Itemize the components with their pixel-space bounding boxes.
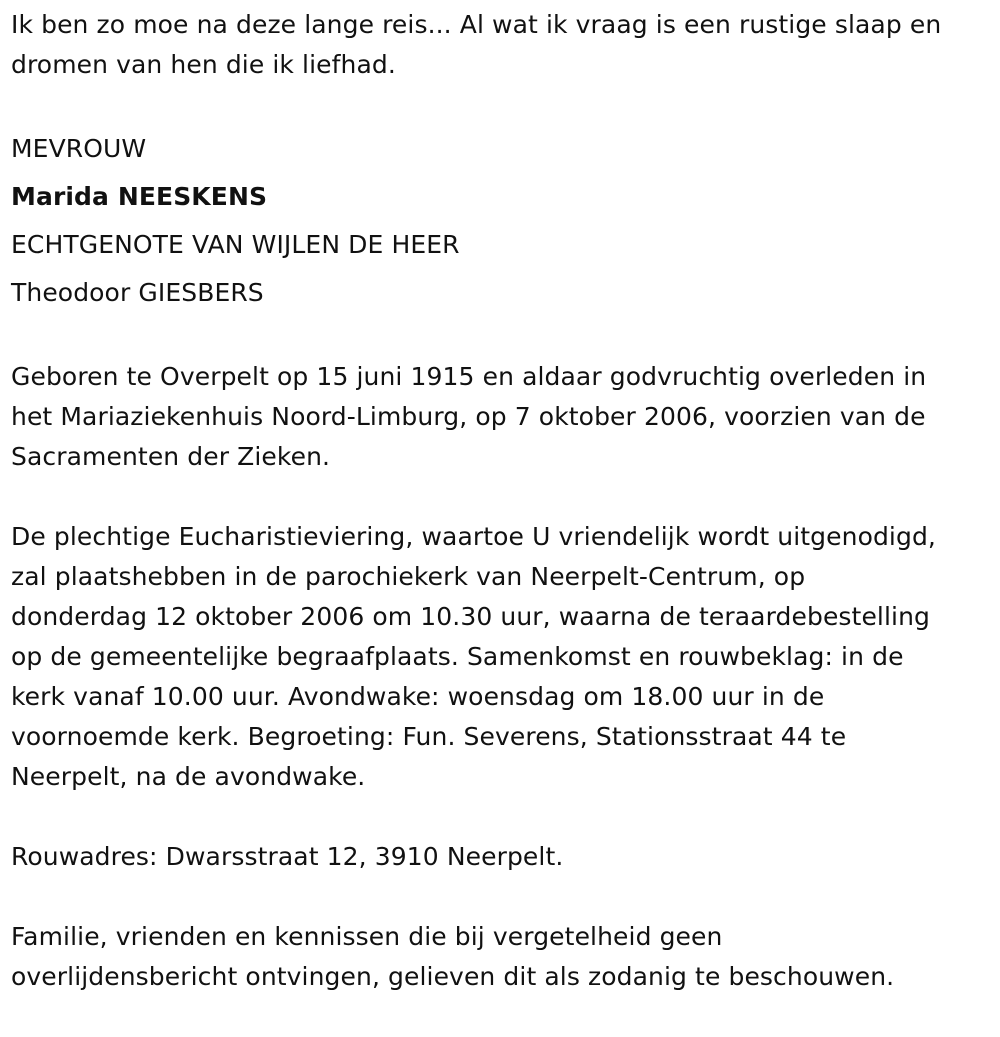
- paragraph-line: zal plaatshebben in de parochiekerk van Neerpelt-Centrum, op: [11, 562, 806, 591]
- deceased-name: Marida NEESKENS: [11, 182, 268, 211]
- family-notice: [11, 917, 996, 997]
- name-block: [11, 125, 996, 317]
- intro-quote: [11, 5, 996, 85]
- paragraph-line: De plechtige Eucharistieviering, waartoe U vriendelijk wordt uitgenodigd,: [11, 522, 936, 551]
- intro-line: dromen van hen die ik liefhad.: [11, 50, 396, 79]
- paragraph-line: het Mariaziekenhuis Noord-Limburg, op 7 oktober 2006, voorzien van de: [11, 402, 926, 431]
- paragraph-line: Sacramenten der Zieken.: [11, 442, 331, 471]
- intro-line: Ik ben zo moe na deze lange reis... Al wat ik vraag is een rustige slaap en: [11, 10, 942, 39]
- paragraph-line: donderdag 12 oktober 2006 om 10.30 uur, waarna de teraardebestelling: [11, 602, 930, 631]
- address-line: Rouwadres: Dwarsstraat 12, 3910 Neerpelt.: [11, 842, 564, 871]
- paragraph-line: op de gemeentelijke begraafplaats. Samenkomst en rouwbeklag: in de: [11, 642, 904, 671]
- spouse-name: Theodoor GIESBERS: [11, 278, 264, 307]
- honorific-title: MEVROUW: [11, 134, 147, 163]
- relation-line: ECHTGENOTE VAN WIJLEN DE HEER: [11, 230, 460, 259]
- birth-death-paragraph: [11, 357, 996, 477]
- mourning-address: [11, 837, 996, 877]
- paragraph-line: overlijdensbericht ontvingen, gelieven dit als zodanig te beschouwen.: [11, 962, 895, 991]
- ceremony-paragraph: [11, 517, 996, 797]
- paragraph-line: Geboren te Overpelt op 15 juni 1915 en aldaar godvruchtig overleden in: [11, 362, 927, 391]
- obituary-document: [11, 5, 996, 1037]
- paragraph-line: kerk vanaf 10.00 uur. Avondwake: woensdag om 18.00 uur in de: [11, 682, 825, 711]
- paragraph-line: voornoemde kerk. Begroeting: Fun. Severens, Stationsstraat 44 te: [11, 722, 847, 751]
- paragraph-line: Familie, vrienden en kennissen die bij vergetelheid geen: [11, 922, 723, 951]
- paragraph-line: Neerpelt, na de avondwake.: [11, 762, 366, 791]
